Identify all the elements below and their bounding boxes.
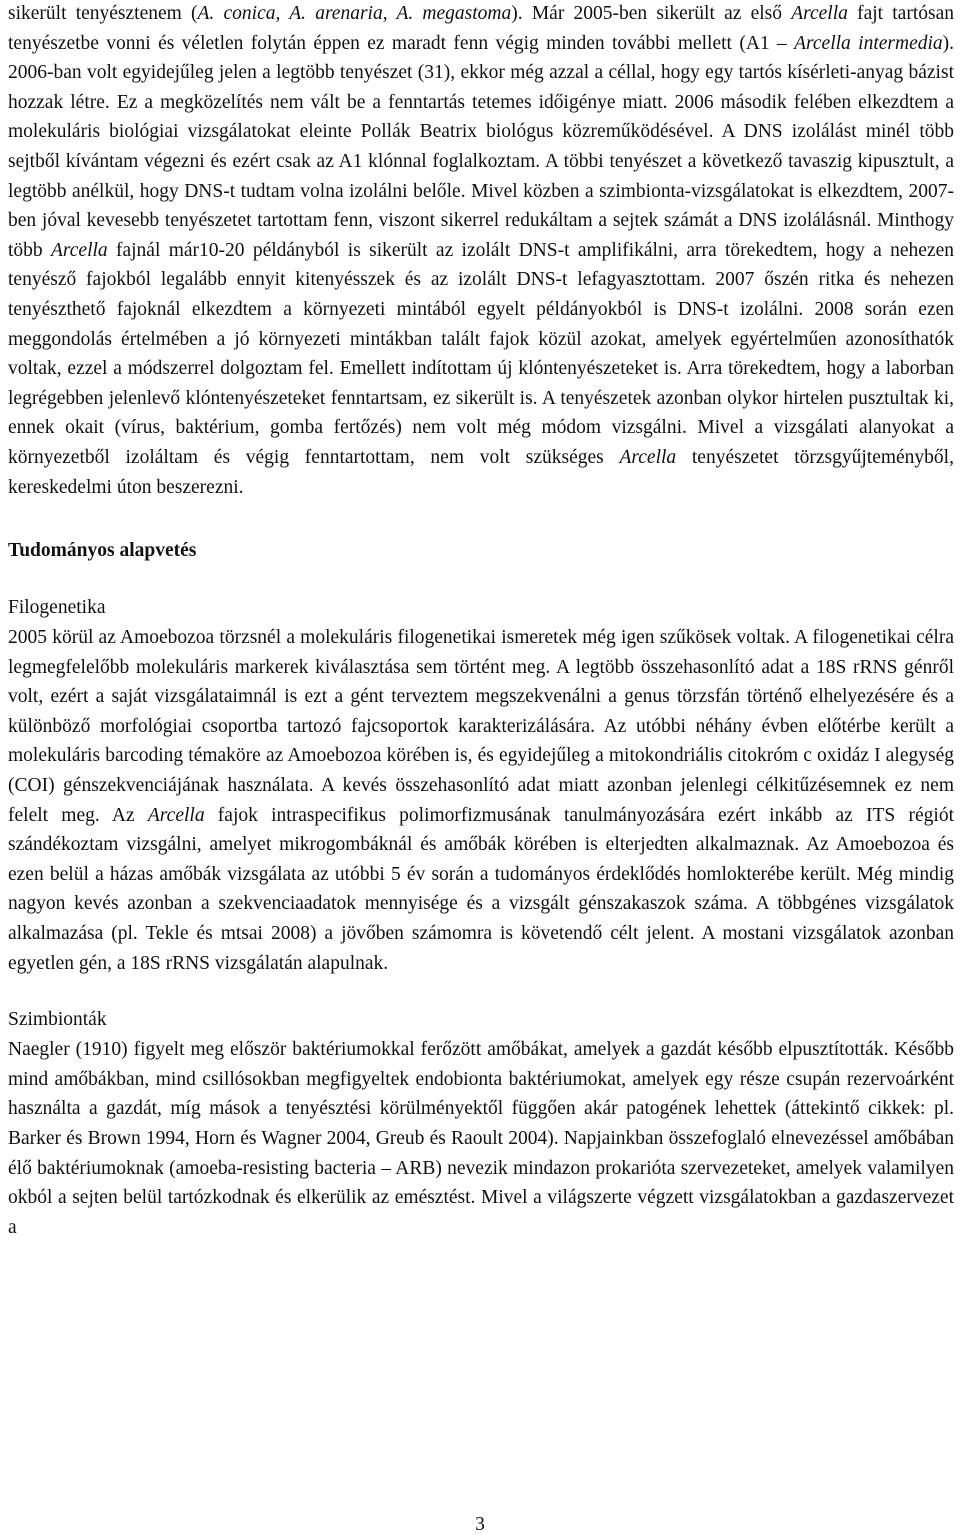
text-run: fajnál már10-20 példányból is sikerült az izolált DNS-t amplifikálni, arra törekedtem, hogy a nehezen tenyésző fajokból legalább ennyit kitenyésszek és az izolált DNS-t lefagyasztottam. 2007 őszén ritka és nehezen tenyészthető fajoknál elkezdtem a környezeti mintából egyelt példányokból is DNS-t izolálni. 2008 során ezen meggondolás értelmében a jó környezeti mintákban talált fajok közül azokat, amelyek egyértelműen azonosíthatók voltak, ezzel a módszerrel dolgoztam fel. Emellett indítottam új klóntenyészeteket is. Arra törekedtem, hogy a laborban legrégebben jelenlevő klóntenyészeteket fenntartsam, ez sikerült is. A tenyészetek azonban olykor hirtelen pusztultak ki, ennek okait (vírus, baktérium, gomba fertőzés) nem volt még módom vizsgálni. Mivel a vizsgálati alanyokat a környezetből izoláltam és végig fenntartottam, nem volt szükséges [8,239,955,468]
text-run: Naegler (1910) figyelt meg először baktériumokkal ferőzött amőbákat, amelyek a gazdát később elpusztították. Később mind amőbákban, mind csillósokban megfigyeltek endobionta baktériumokat, amelyek egy része csupán rezervoárként használta a gazdát, míg mások a tenyésztési körülményektől függően akár patogének lehettek (áttekintő cikkek: pl. Barker és Brown 1994, Horn és Wagner 2004, Greub és Raoult 2004). Napjainkban összefoglaló elnevezéssel amőbában élő baktériumoknak (amoeba-resisting bacteria – ARB) nevezik mindazon prokarióta szervezeteket, amelyek valamilyen okból a sejten belül tartózkodnak és elkerülik az emésztést. Mivel a világszerte végzett vizsgálatokban a gazdaszervezet a [8,1039,954,1238]
italic-text-run: A. conica, A. arenaria, A. megastoma [197,3,512,24]
intro-paragraph [8,0,954,502]
text-run: fajok intraspecifikus polimorfizmusának tanulmányozására ezért inkább az ITS régiót szándékoztam vizsgálni, amelyet mikrogombáknál és amőbák körében is elterjedten alkalmaznak. Az Amoebozoa és ezen belül a házas amőbák vizsgálata az utóbbi 5 év során a tudományos érdeklődés homlokterébe került. Még mindig nagyon kevés azonban a szekvenciaadatok mennyisége és a vizsgált génszakaszok száma. A többgénes vizsgálatok alkalmazása (pl. Tekle és mtsai 2008) a jövőben számomra is követendő célt jelent. A mostani vizsgálatok azonban egyetlen gén, a 18S rRNS vizsgálatán alapulnak. [8,804,954,974]
page-number: 3 [475,1514,485,1535]
szimbiontak-paragraph [8,1035,954,1242]
text-run: sikerült tenyésztenem ( [8,3,198,24]
text-run: ). 2006-ban volt egyidejűleg jelen a legtöbb tenyészet (31), ekkor még azzal a céllal, hogy egy tartós kísérleti-anyag bázist hozzak létre. Ez a megközelítés nem vált be a fenntartás tetemes időigénye miatt. 2006 második felében elkezdtem a molekuláris biológiai vizsgálatokat eleinte Pollák Beatrix biológus közreműködésével. A DNS izolálást minél több sejtből kívántam végezni és ezért csak az A1 klónnal foglalkoztam. A többi tenyészet a következő tavaszig kipusztult, a legtöbb anélkül, hogy DNS-t tudtam volna izolálni belőle. Mivel közben a szimbionta-vizsgálatokat is elkezdtem, 2007-ben jóval kevesebb tenyészetet tartottam fenn, viszont sikerrel redukáltam a sejtek számát a DNS izolálásnál. Minthogy több [8,32,955,261]
document-page [8,0,954,1242]
italic-text-run: Arcella [147,804,205,826]
filogenetika-paragraph [8,623,954,978]
italic-text-run: Arcella [619,446,677,468]
text-run: fajt tartósan tenyészetbe vonni és véletlen folytán éppen ez maradt fenn végig minden további mellett (A1 – [8,3,954,54]
text-run: 2005 körül az Amoebozoa törzsnél a molekuláris filogenetikai ismeretek még igen szűkösek voltak. A filogenetikai célra legmegfelelőbb molekuláris markerek kiválasztása sem történt meg. A legtöbb összehasonlító adat a 18S rRNS génről volt, ezért a saját vizsgálataimnál is ezt a gént terveztem megszekvenálni a genus törzsfán történő elhelyezésére és a különböző morfológiai csoportba tartozó fajcsoportok karakterizálására. Az utóbbi néhány évben előtérbe került a molekuláris barcoding témaköre az Amoebozoa körében is, és egyidejűleg a mitokondriális citokróm c oxidáz I alegység (COI) génszekvenciájának használata. A kevés összehasonlító adat miatt azonban jelenlegi célkitűzésemnek ez nem felelt meg. Az [8,627,954,826]
italic-text-run: Arcella intermedia [794,32,943,54]
italic-text-run: Arcella [791,3,848,24]
text-run: ). Már 2005-ben sikerült az első [511,3,792,24]
subsection-heading-filogenetika: Filogenetika [8,597,106,619]
italic-text-run: Arcella [51,239,108,261]
section-heading: Tudományos alapvetés [8,540,197,562]
subsection-heading-szimbiontak: Szimbionták [8,1009,107,1031]
text-run: tenyészetet törzsgyűjteményből, kereskedelmi úton beszerezni. [8,446,954,498]
